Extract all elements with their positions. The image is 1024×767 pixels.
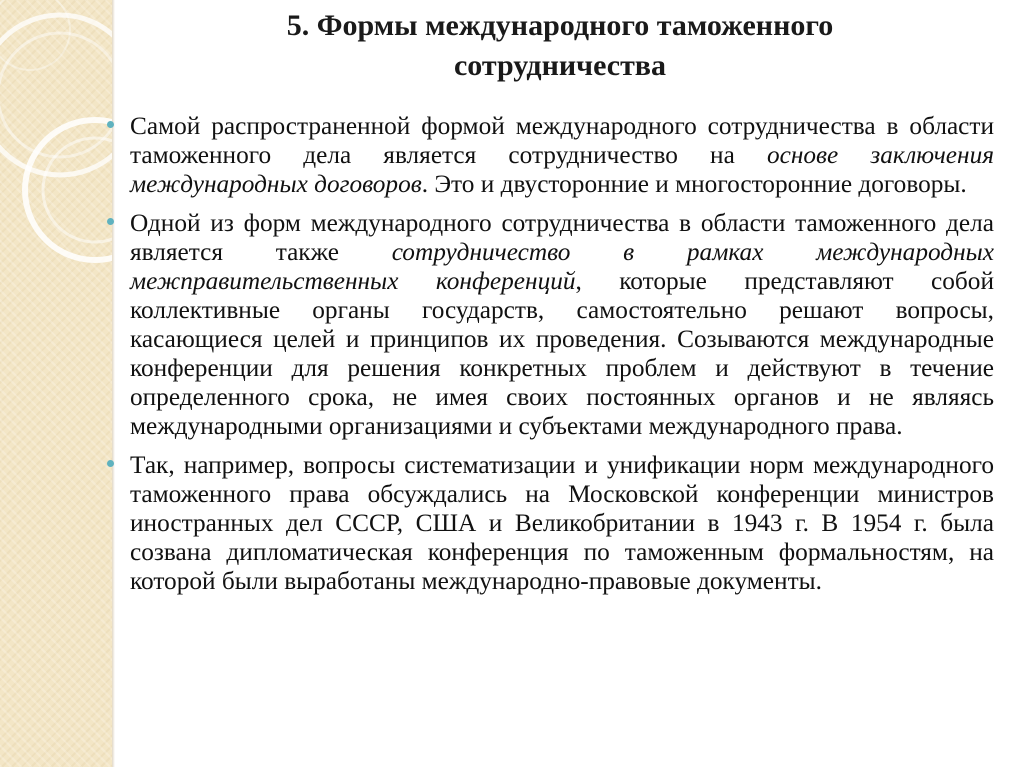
bullet-paragraph-3 bbox=[130, 451, 994, 596]
slide-title bbox=[150, 6, 970, 86]
bullet-paragraph-2 bbox=[130, 209, 994, 441]
paragraph-1-italic-text: основе заключения международных договоров bbox=[130, 141, 994, 198]
paragraph-2-text-a: Одной из форм международного сотрудничества в области таможенного дела является также bbox=[130, 209, 994, 266]
slide-body bbox=[130, 112, 994, 606]
paragraph-1-text-b: . Это и двусторонние и многосторонние договоры. bbox=[421, 170, 967, 198]
decorative-circles bbox=[0, 0, 112, 767]
decorative-side-panel bbox=[0, 0, 112, 767]
paragraph-2-text-b: , которые представляют собой коллективные органы государств, самостоятельно решают вопросы, касающиеся целей и принципов их проведения. Созываются международные конференции для решения конкретных проблем и действуют в течение определенного срока, не имея своих постоянных органов и не являясь международными организациями и субъектами международного права. bbox=[130, 267, 994, 440]
paragraph-3-text: Так, например, вопросы систематизации и унификации норм международного таможенного права обсуждались на Московской конференции министров иностранных дел СССР, США и Великобритании в 1943 г. В 1954 г. была созвана дипломатическая конференция по таможенным формальностям, на которой были выработаны международно-правовые документы. bbox=[130, 451, 994, 595]
slide-title-line-1: 5. Формы международного таможенного bbox=[286, 9, 834, 42]
bullet-dot-icon bbox=[107, 121, 114, 128]
slide-title-line-2: сотрудничества bbox=[453, 49, 667, 82]
panel-edge bbox=[112, 0, 115, 767]
bullet-dot-icon bbox=[107, 460, 114, 467]
paragraph-1-text-a: Самой распространенной формой международного сотрудничества в области таможенного дела является сотрудничество на bbox=[130, 112, 994, 169]
bullet-paragraph-1 bbox=[130, 112, 994, 199]
paragraph-2-italic-text: сотрудничество в рамках международных межправительственных конференций bbox=[130, 238, 994, 295]
bullet-dot-icon bbox=[107, 218, 114, 225]
